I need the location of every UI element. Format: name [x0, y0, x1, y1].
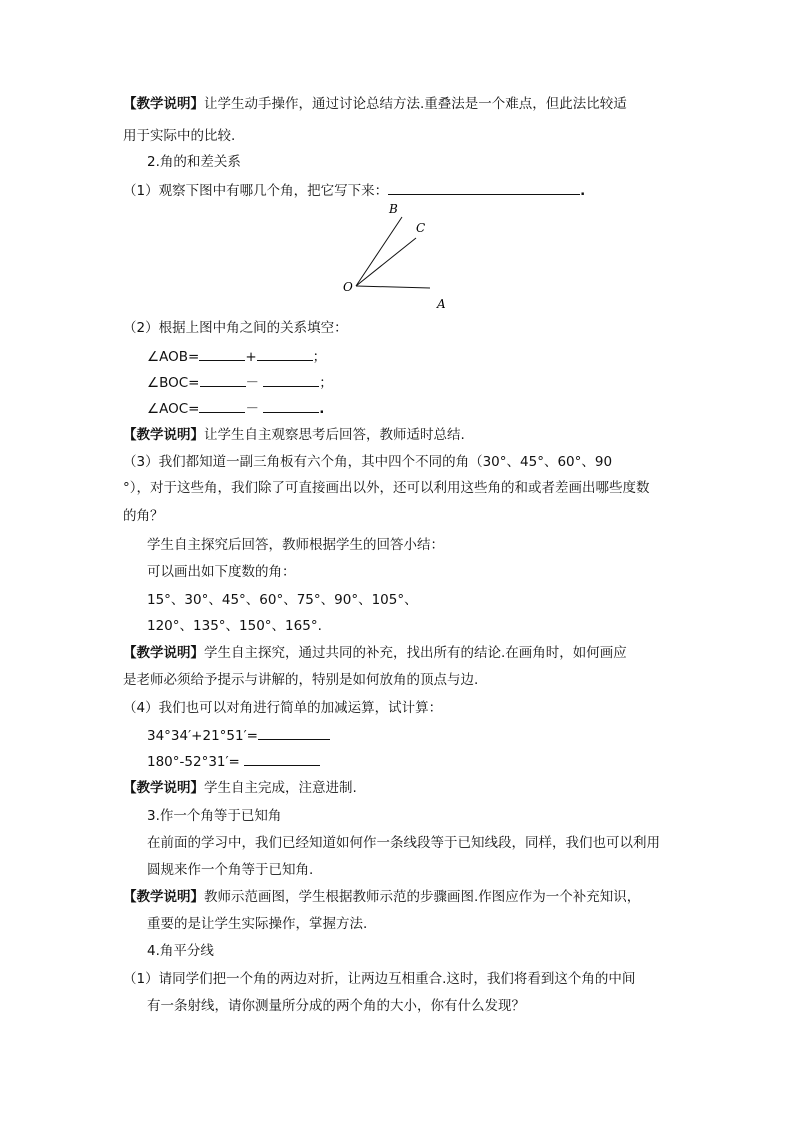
- calc-2: [147, 751, 320, 772]
- fill-aob: [147, 346, 326, 367]
- ray-ob: [356, 217, 402, 286]
- label-a: A: [437, 297, 446, 311]
- answer-intro: 可以画出如下度数的角：: [147, 564, 296, 580]
- teaching-note-tag: 【教学说明】: [123, 780, 204, 796]
- answer-blank[interactable]: [199, 398, 245, 413]
- answer-blank[interactable]: [199, 346, 245, 361]
- operator: －: [245, 375, 259, 391]
- punctuation: ；: [319, 375, 333, 391]
- teaching-note-text: 让学生自主观察思考后回答，教师适时总结.: [204, 427, 465, 443]
- calc-1: [147, 725, 330, 746]
- operator: +: [245, 349, 257, 365]
- teaching-note-5: [123, 887, 640, 907]
- calc-expression: 180°-52°31′=: [147, 754, 245, 770]
- question-4: （4）我们也可以对角进行简单的加减运算，试计算：: [123, 700, 443, 716]
- label-o: O: [343, 280, 353, 294]
- angle-aoc-label: ∠AOC=: [147, 401, 200, 417]
- teaching-note-tag: 【教学说明】: [123, 645, 204, 661]
- teaching-note-text: 学生自主探究，通过共同的补充，找出所有的结论.在画角时，如何画应: [204, 645, 627, 661]
- ray-oa: [356, 286, 430, 288]
- teaching-note-text: 教师示范画图，学生根据教师示范的步骤画图.作图应作为一个补充知识，: [204, 889, 641, 905]
- answer-blank[interactable]: [200, 372, 246, 387]
- fill-aoc: [147, 398, 324, 419]
- teaching-note-4: [123, 778, 357, 798]
- label-b: B: [389, 202, 398, 216]
- label-c: C: [416, 221, 426, 235]
- teaching-note-1: [123, 94, 627, 114]
- question-3-cont: 的角？: [123, 508, 164, 524]
- teaching-note-2: [123, 425, 465, 445]
- angle-boc-label: ∠BOC=: [147, 375, 200, 391]
- answer-blank[interactable]: [258, 725, 330, 740]
- teaching-note-1-cont: 用于实际中的比较.: [123, 128, 236, 144]
- punctuation: .: [319, 401, 325, 417]
- section-2-title: 2.角的和差关系: [147, 154, 241, 170]
- teaching-note-text: 让学生动手操作，通过讨论总结方法.重叠法是一个难点，但此法比较适: [204, 96, 627, 112]
- question-2: （2）根据上图中角之间的关系填空：: [123, 320, 348, 336]
- answer-summary: 学生自主探究后回答，教师根据学生的回答小结：: [147, 537, 444, 553]
- section-3-paragraph: 在前面的学习中，我们已经知道如何作一条线段等于已知线段，同样，我们也可以利用: [147, 835, 660, 851]
- punctuation: ；: [312, 349, 327, 365]
- teaching-note-text: 学生自主完成，注意进制.: [204, 780, 357, 796]
- teaching-note-tag: 【教学说明】: [123, 427, 204, 443]
- answer-blank[interactable]: [263, 398, 319, 413]
- calc-expression: 34°34′+21°51′=: [147, 728, 258, 744]
- answer-blank[interactable]: [388, 180, 580, 195]
- answer-blank[interactable]: [257, 346, 313, 361]
- fill-boc: [147, 372, 333, 393]
- angle-figure: [330, 198, 460, 316]
- question-3-cont: °），对于这些角，我们除了可直接画出以外，还可以利用这些角的和或者差画出哪些度数: [123, 480, 650, 496]
- question-1-end: .: [580, 183, 586, 199]
- question-3: （3）我们都知道一副三角板有六个角，其中四个不同的角（30°、45°、60°、90: [123, 454, 613, 470]
- teaching-note-tag: 【教学说明】: [123, 96, 204, 112]
- question-5: （1）请同学们把一个角的两边对折，让两边互相重合.这时，我们将看到这个角的中间: [123, 971, 636, 987]
- question-1-text: （1）观察下图中有哪几个角，把它写下来：: [123, 183, 389, 199]
- section-4-title: 4.角平分线: [147, 943, 214, 959]
- teaching-note-3: [123, 643, 627, 663]
- ray-oc: [356, 238, 416, 286]
- section-3-paragraph-cont: 圆规来作一个角等于已知角.: [147, 862, 314, 878]
- answer-blank[interactable]: [263, 372, 319, 387]
- question-5-cont: 有一条射线，请你测量所分成的两个角的大小，你有什么发现？: [147, 998, 525, 1014]
- degree-list-2: 120°、135°、150°、165°.: [147, 618, 322, 634]
- angle-aob-label: ∠AOB=: [147, 349, 200, 365]
- degree-list-1: 15°、30°、45°、60°、75°、90°、105°、: [147, 592, 418, 608]
- operator: －: [245, 401, 259, 417]
- answer-blank[interactable]: [244, 751, 320, 766]
- teaching-note-tag: 【教学说明】: [123, 889, 204, 905]
- teaching-note-3-cont: 是老师必须给予提示与讲解的，特别是如何放角的顶点与边.: [123, 672, 479, 688]
- section-3-title: 3.作一个角等于已知角: [147, 808, 282, 824]
- teaching-note-5-cont: 重要的是让学生实际操作，掌握方法.: [147, 916, 368, 932]
